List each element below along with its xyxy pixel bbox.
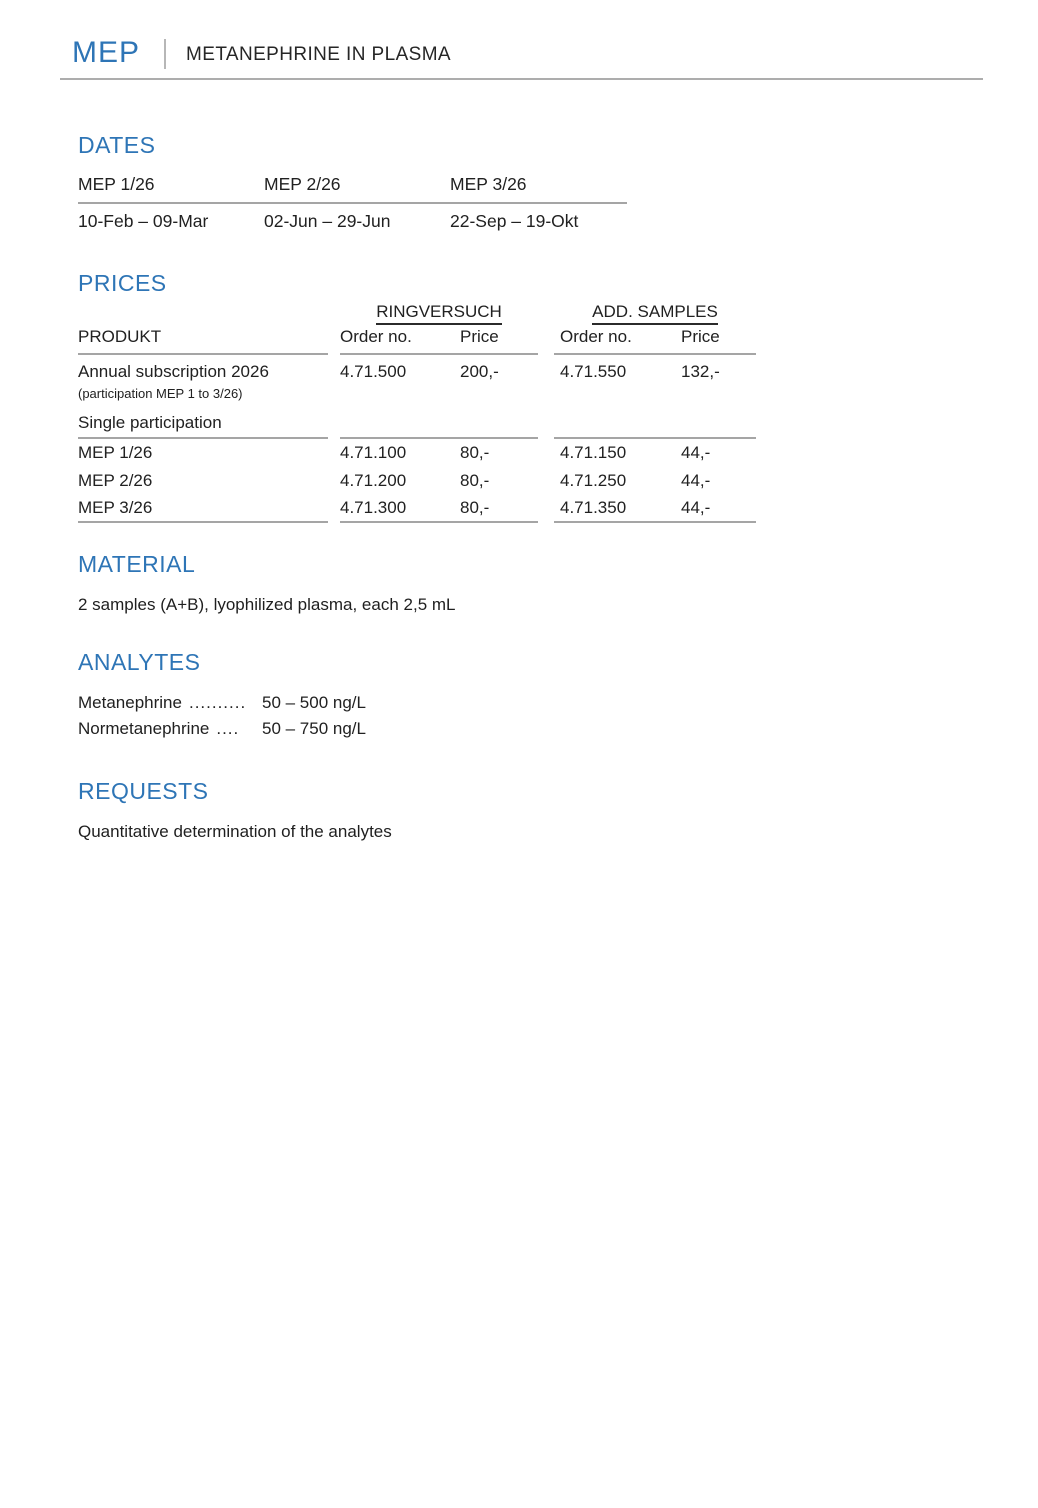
analytes-list: [78, 690, 498, 742]
single-participation-label: Single participation: [78, 408, 328, 439]
col-header-order-no: Order no.: [340, 325, 452, 355]
dates-range: 22-Sep – 19-Okt: [450, 211, 579, 231]
dot-leader: ....: [216, 719, 240, 738]
group-header-add-samples: ADD. SAMPLES: [554, 301, 756, 325]
analytes-section: [78, 649, 1038, 742]
dates-col-header: MEP 3/26: [450, 174, 627, 204]
produkt-cell: Annual subscription 2026: [78, 362, 269, 381]
produkt-cell: MEP 3/26: [78, 495, 328, 523]
prices-heading: PRICES: [78, 270, 167, 296]
order-no-cell: 4.71.100: [340, 443, 407, 462]
price-cell: 80,-: [460, 471, 490, 490]
analyte-label: [78, 690, 262, 716]
prices-table: [78, 301, 756, 523]
group-header-ringversuch: RINGVERSUCH: [340, 301, 538, 325]
table-rule: [340, 408, 538, 439]
program-code: MEP: [72, 36, 141, 69]
dates-col-header: MEP 2/26: [264, 174, 450, 204]
price-cell: 80,-: [452, 495, 538, 523]
requests-text: Quantitative determination of the analytes: [78, 822, 392, 841]
order-no-cell: 4.71.250: [560, 471, 627, 490]
dates-range: 10-Feb – 09-Mar: [78, 211, 209, 231]
order-no-cell: 4.71.550: [560, 362, 627, 381]
produkt-cell: MEP 1/26: [78, 443, 153, 462]
document-page: [0, 36, 1038, 1508]
price-cell: 44,-: [681, 471, 711, 490]
material-text: 2 samples (A+B), lyophilized plasma, each 2,5 mL: [78, 595, 456, 614]
dates-heading: DATES: [78, 132, 156, 158]
price-cell: 44,-: [674, 495, 756, 523]
order-no-cell: 4.71.350: [554, 495, 674, 523]
analyte-label: [78, 716, 262, 742]
material-heading: MATERIAL: [78, 551, 196, 577]
order-no-cell: 4.71.200: [340, 471, 407, 490]
requests-heading: REQUESTS: [78, 778, 209, 804]
dates-section: [78, 132, 1038, 232]
analyte-range: 50 – 500 ng/L: [262, 693, 366, 712]
col-header-produkt: PRODUKT: [78, 325, 328, 355]
header-divider: [164, 39, 166, 69]
table-rule: [554, 408, 756, 439]
analyte-range: 50 – 750 ng/L: [262, 719, 366, 738]
col-header-order-no: Order no.: [554, 325, 674, 355]
page-content: [78, 132, 1038, 842]
analytes-heading: ANALYTES: [78, 649, 201, 675]
price-cell: 80,-: [460, 443, 490, 462]
price-cell: 132,-: [681, 362, 720, 381]
col-header-price: Price: [674, 325, 756, 355]
order-no-cell: 4.71.500: [340, 362, 407, 381]
dates-col-header: MEP 1/26: [78, 174, 264, 204]
page-title: METANEPHRINE IN PLASMA: [186, 43, 452, 65]
analyte-name: Metanephrine: [78, 693, 182, 712]
dates-table: [78, 174, 627, 232]
prices-section: [78, 270, 1038, 523]
order-no-cell: 4.71.300: [340, 495, 452, 523]
requests-section: [78, 778, 1038, 842]
price-cell: 200,-: [460, 362, 499, 381]
dates-range: 02-Jun – 29-Jun: [264, 211, 391, 231]
analyte-name: Normetanephrine: [78, 719, 210, 738]
annual-note: (participation MEP 1 to 3/26): [78, 386, 243, 401]
produkt-cell: MEP 2/26: [78, 471, 153, 490]
col-header-price: Price: [452, 325, 538, 355]
order-no-cell: 4.71.150: [560, 443, 627, 462]
price-cell: 44,-: [681, 443, 711, 462]
dot-leader: ..........: [188, 693, 247, 712]
page-header: [60, 36, 983, 70]
material-section: [78, 551, 1038, 615]
header-rule: [60, 78, 983, 80]
